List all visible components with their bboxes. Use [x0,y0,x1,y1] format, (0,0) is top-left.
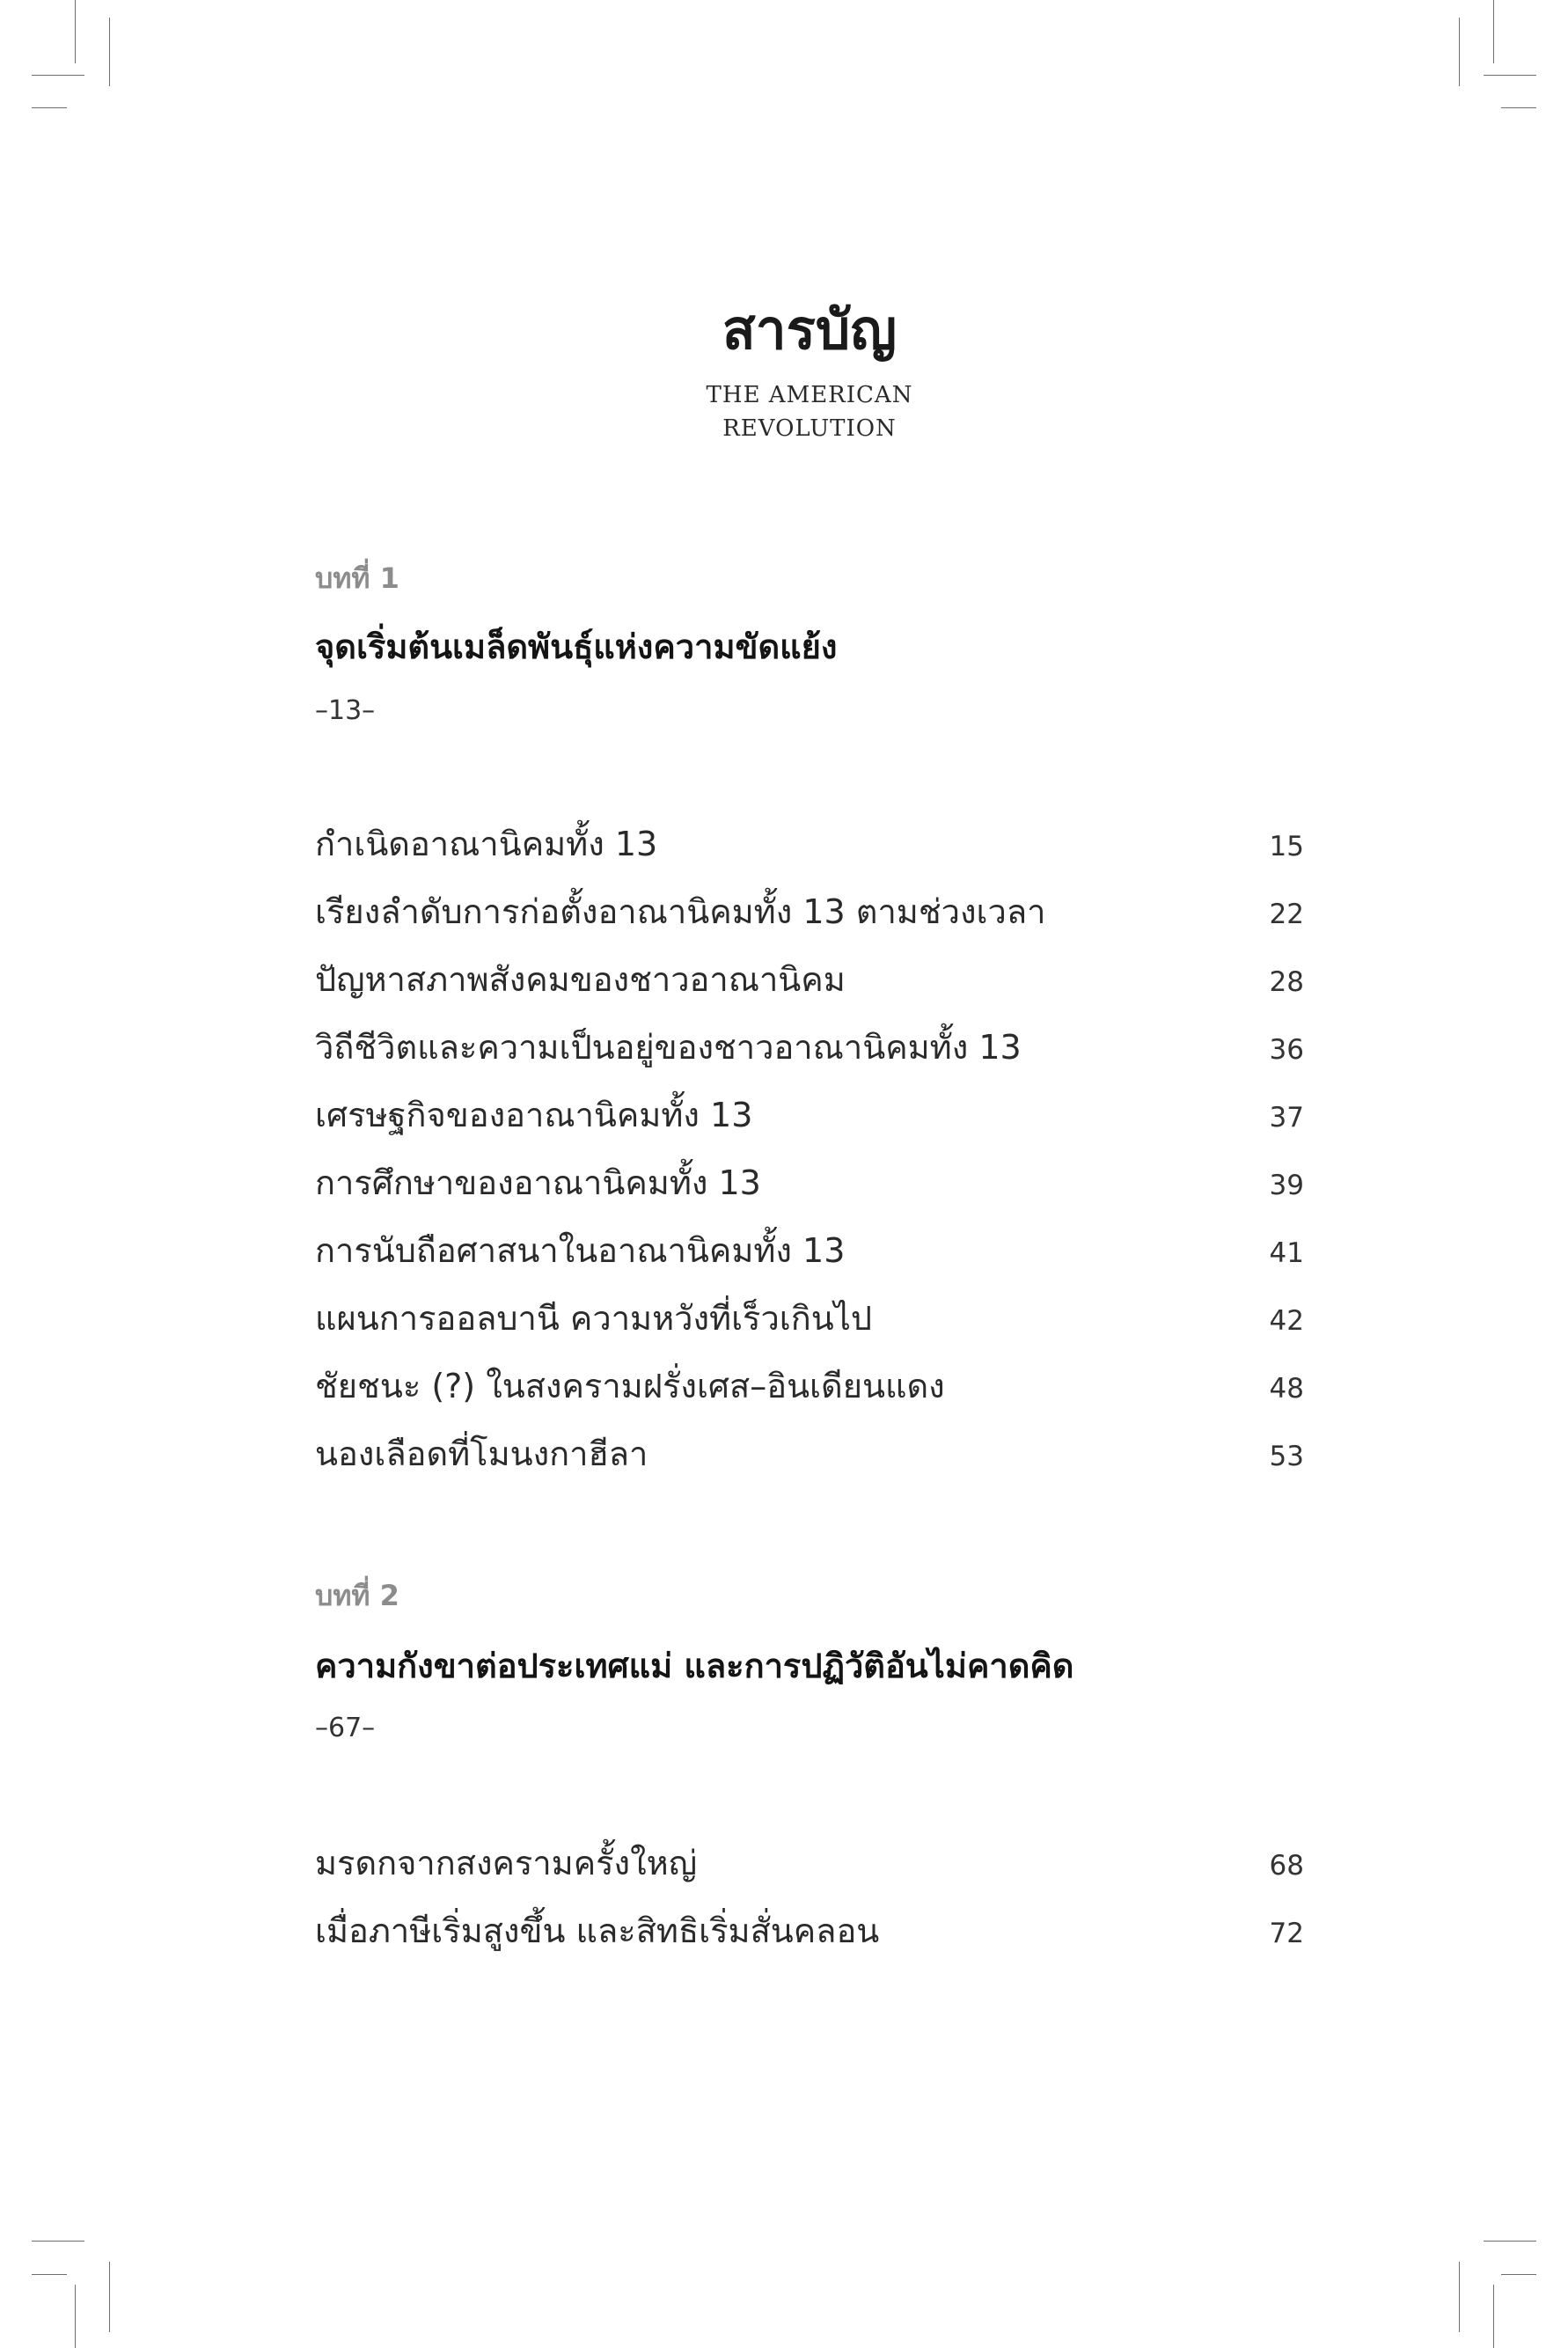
crop-mark [75,2285,76,2348]
book-subtitle-line1: THE AMERICAN [706,382,913,408]
toc-entry-page: 72 [1269,1918,1304,1949]
toc-entry-page: 68 [1269,1850,1304,1882]
toc-entry-title: กำเนิดอาณานิคมทั้ง 13 [315,825,658,863]
toc-entry-title: แผนการออลบานี ความหวังที่เร็วเกินไป [315,1299,873,1338]
crop-mark [32,2241,84,2242]
toc-entry-title: การนับถือศาสนาในอาณานิคมทั้ง 13 [315,1231,846,1270]
crop-mark [1501,107,1536,108]
toc-list-chapter-2 [315,1836,1304,1971]
toc-entry-page: 53 [1269,1441,1304,1472]
chapter-label: บทที่ 1 [315,561,399,595]
toc-entry-page: 39 [1269,1170,1304,1201]
crop-mark [1484,75,1536,76]
toc-entry-page: 37 [1269,1102,1304,1134]
toc-entry[interactable] [315,1904,1304,1971]
toc-entry[interactable] [315,1156,1304,1223]
page-title: สารบัญ [722,297,898,362]
toc-entry[interactable] [315,1427,1304,1494]
toc-entry-title: ปัญหาสภาพสังคมของชาวอาณานิคม [315,960,846,999]
crop-mark [1459,18,1460,86]
crop-mark [32,2274,67,2275]
chapter-start-page: –13– [315,695,376,726]
toc-entry-title: เศรษฐกิจของอาณานิคมทั้ง 13 [315,1096,753,1134]
toc-entry-title: เรียงลำดับการก่อตั้งอาณานิคมทั้ง 13 ตามช่วงเวลา [315,892,1046,931]
chapter-label: บทที่ 2 [315,1579,399,1612]
crop-mark [1484,2241,1536,2242]
crop-mark [75,0,76,63]
toc-entry-title: การศึกษาของอาณานิคมทั้ง 13 [315,1163,761,1202]
crop-mark [32,107,67,108]
toc-entry-page: 42 [1269,1305,1304,1337]
toc-entry-page: 15 [1269,831,1304,862]
toc-entry-page: 22 [1269,899,1304,930]
crop-mark [32,75,84,76]
crop-mark [109,2262,110,2332]
chapter-start-page: –67– [315,1713,376,1743]
toc-entry[interactable] [315,1836,1304,1904]
toc-entry-title: นองเลือดที่โมนงกาฮีลา [315,1434,648,1473]
crop-mark [1459,2262,1460,2332]
toc-entry-title: เมื่อภาษีเริ่มสูงขึ้น และสิทธิเริ่มสั่นคลอน [315,1911,880,1950]
toc-entry[interactable] [315,884,1304,952]
toc-entry-page: 28 [1269,966,1304,998]
toc-entry[interactable] [315,1020,1304,1088]
toc-entry-title: มรดกจากสงครามครั้งใหญ่ [315,1844,698,1882]
toc-entry[interactable] [315,1223,1304,1291]
crop-mark [1493,2285,1494,2348]
toc-entry-title: ชัยชนะ (?) ในสงครามฝรั่งเศส–อินเดียนแดง [315,1367,945,1405]
toc-entry-page: 41 [1269,1237,1304,1269]
toc-entry[interactable] [315,1088,1304,1156]
toc-entry-page: 48 [1269,1373,1304,1405]
chapter-title: จุดเริ่มต้นเมล็ดพันธุ์แห่งความขัดแย้ง [315,627,838,666]
toc-list-chapter-1 [315,817,1304,1494]
toc-entry[interactable] [315,1359,1304,1427]
toc-entry-title: วิถีชีวิตและความเป็นอยู่ของชาวอาณานิคมทั้ง 13 [315,1028,1022,1067]
toc-entry[interactable] [315,817,1304,884]
toc-entry[interactable] [315,1291,1304,1359]
chapter-title: ความกังขาต่อประเทศแม่ และการปฏิวัติอันไม่คาดคิด [315,1647,1074,1685]
crop-mark [1501,2274,1536,2275]
book-subtitle-line2: REVOLUTION [722,415,897,442]
crop-mark [1493,0,1494,63]
toc-entry[interactable] [315,952,1304,1020]
crop-mark [109,18,110,86]
toc-entry-page: 36 [1269,1034,1304,1066]
